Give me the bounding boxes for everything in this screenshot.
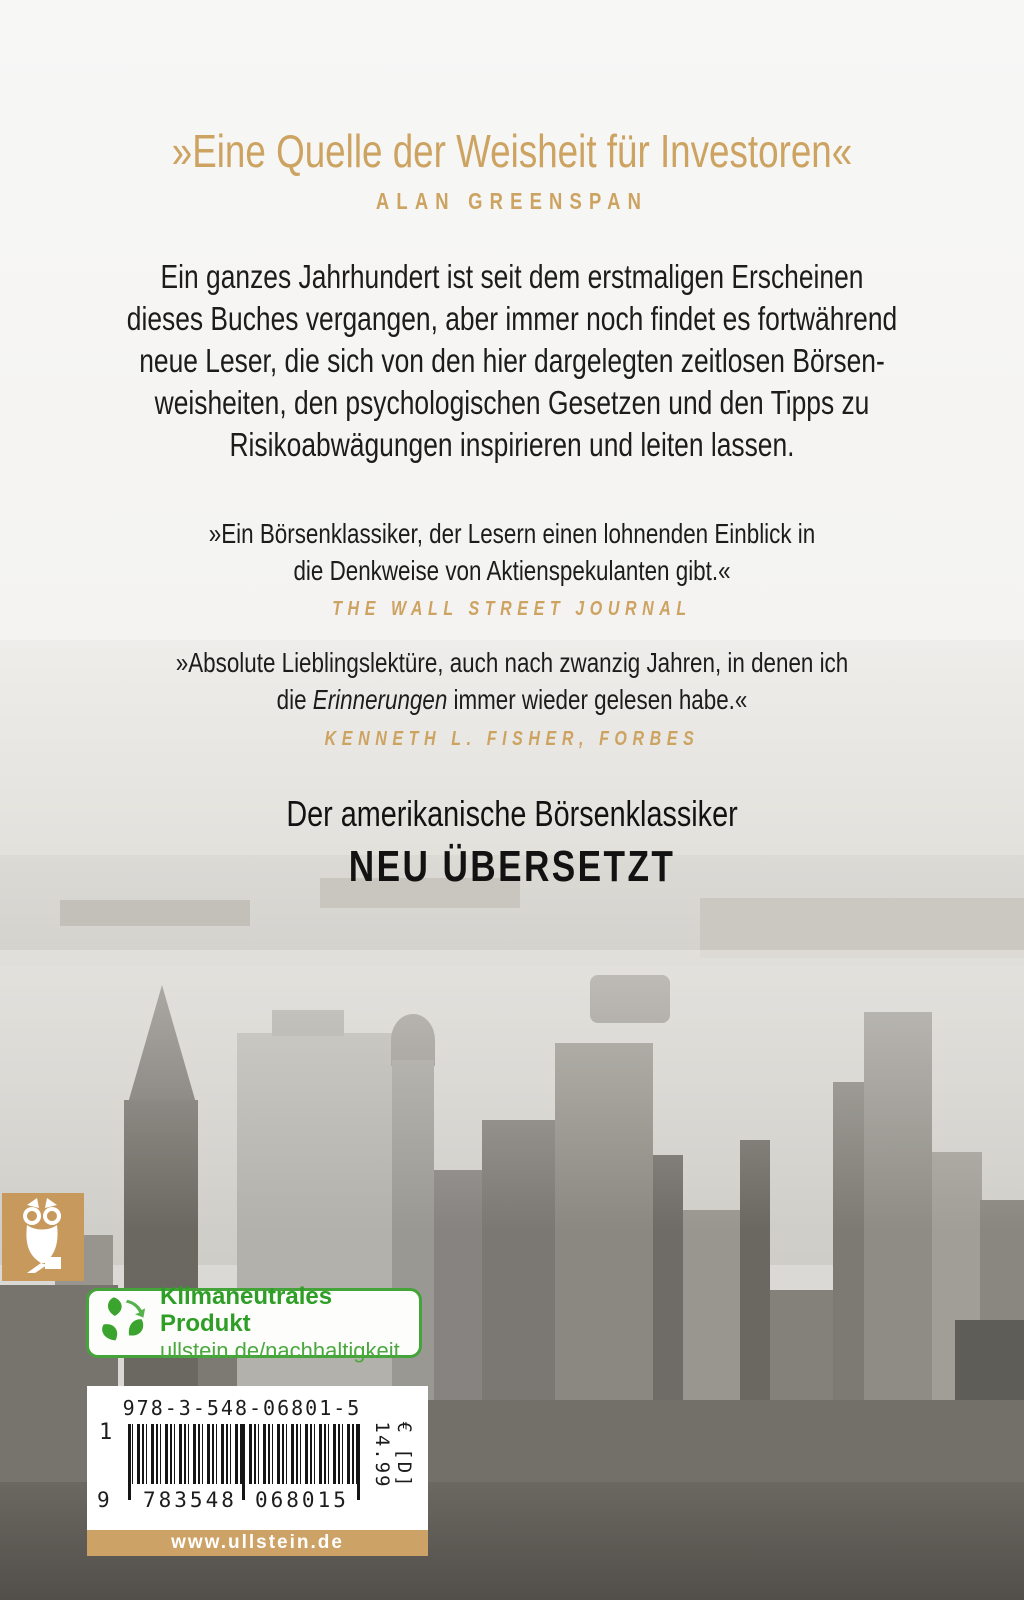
fisher-review-source: KENNETH L. FISHER, FORBES [324,728,700,750]
owl-icon [15,1197,71,1278]
ean-digit-group: 783548 [143,1488,237,1512]
tagline-line2: NEU ÜBERSETZT [348,842,676,891]
blurb-line: Ein ganzes Jahrhundert ist seit dem erstmaligen Erscheinen [160,258,864,295]
blurb-paragraph [102,256,921,466]
wsj-review-source: THE WALL STREET JOURNAL [332,598,692,620]
dome-tower [391,1014,435,1066]
climate-badge-url: ullstein.de/nachhaltigkeit [160,1337,400,1363]
forbes-italic: FORBES [599,728,700,750]
climate-badge-title: Klimaneutrales Produkt [160,1282,333,1338]
publisher-website-bar: www.ullstein.de [87,1530,428,1556]
climate-badge-text [160,1283,411,1363]
island-shape [700,898,1024,958]
woolworth-spire [126,985,198,1110]
climate-neutral-badge [86,1282,422,1363]
top-quote: »Eine Quelle der Weisheit für Investoren« [171,125,853,177]
blurb-line: Risikoabwägungen inspirieren und leiten lassen. [229,426,795,463]
ullstein-logo [2,1193,84,1281]
book-title-italic: Erinnerungen [312,684,448,715]
recycling-leaves-icon [97,1294,151,1353]
isbn-number: 978-3-548-06801-5 [122,1396,362,1420]
pier-shape [60,900,250,926]
wsj-review-quote [102,515,921,589]
blurb-line: neue Leser, die sich von den hier dargelegten zeitlosen Börsen- [139,342,885,379]
fort-shape [590,975,670,1023]
barcode-panel [87,1386,428,1530]
blurb-line: weisheiten, den psychologischen Gesetzen und den Tipps zu [154,384,870,421]
price-label: € [D] 14.99 [371,1421,415,1489]
fisher-review-quote [102,644,921,718]
ean-digit-group: 068015 [255,1488,349,1512]
barcode-guard-bar [128,1424,131,1500]
wsj-review-line: die Denkweise von Aktienspekulanten gibt.« [293,555,731,586]
edition-digit: 1 [99,1420,113,1445]
wsj-review-line: »Ein Börsenklassiker, der Lesern einen lohnenden Einblick in [208,518,816,549]
blurb-line: dieses Buches vergangen, aber immer noch findet es fortwährend [126,300,898,337]
fisher-review-line: »Absolute Lieblingslektüre, auch nach zwanzig Jahren, in denen ich [175,647,849,678]
building-shape [272,1010,344,1036]
barcode-guard-bar [242,1424,245,1500]
top-quote-author: ALAN GREENSPAN [375,188,649,214]
barcode-guard-bar [357,1424,360,1500]
fisher-review-line: die Erinnerungen immer wieder gelesen habe.« [276,684,748,715]
tagline-line1: Der amerikanische Börsenklassiker [286,793,738,834]
ean-digit-group: 9 [97,1488,113,1512]
